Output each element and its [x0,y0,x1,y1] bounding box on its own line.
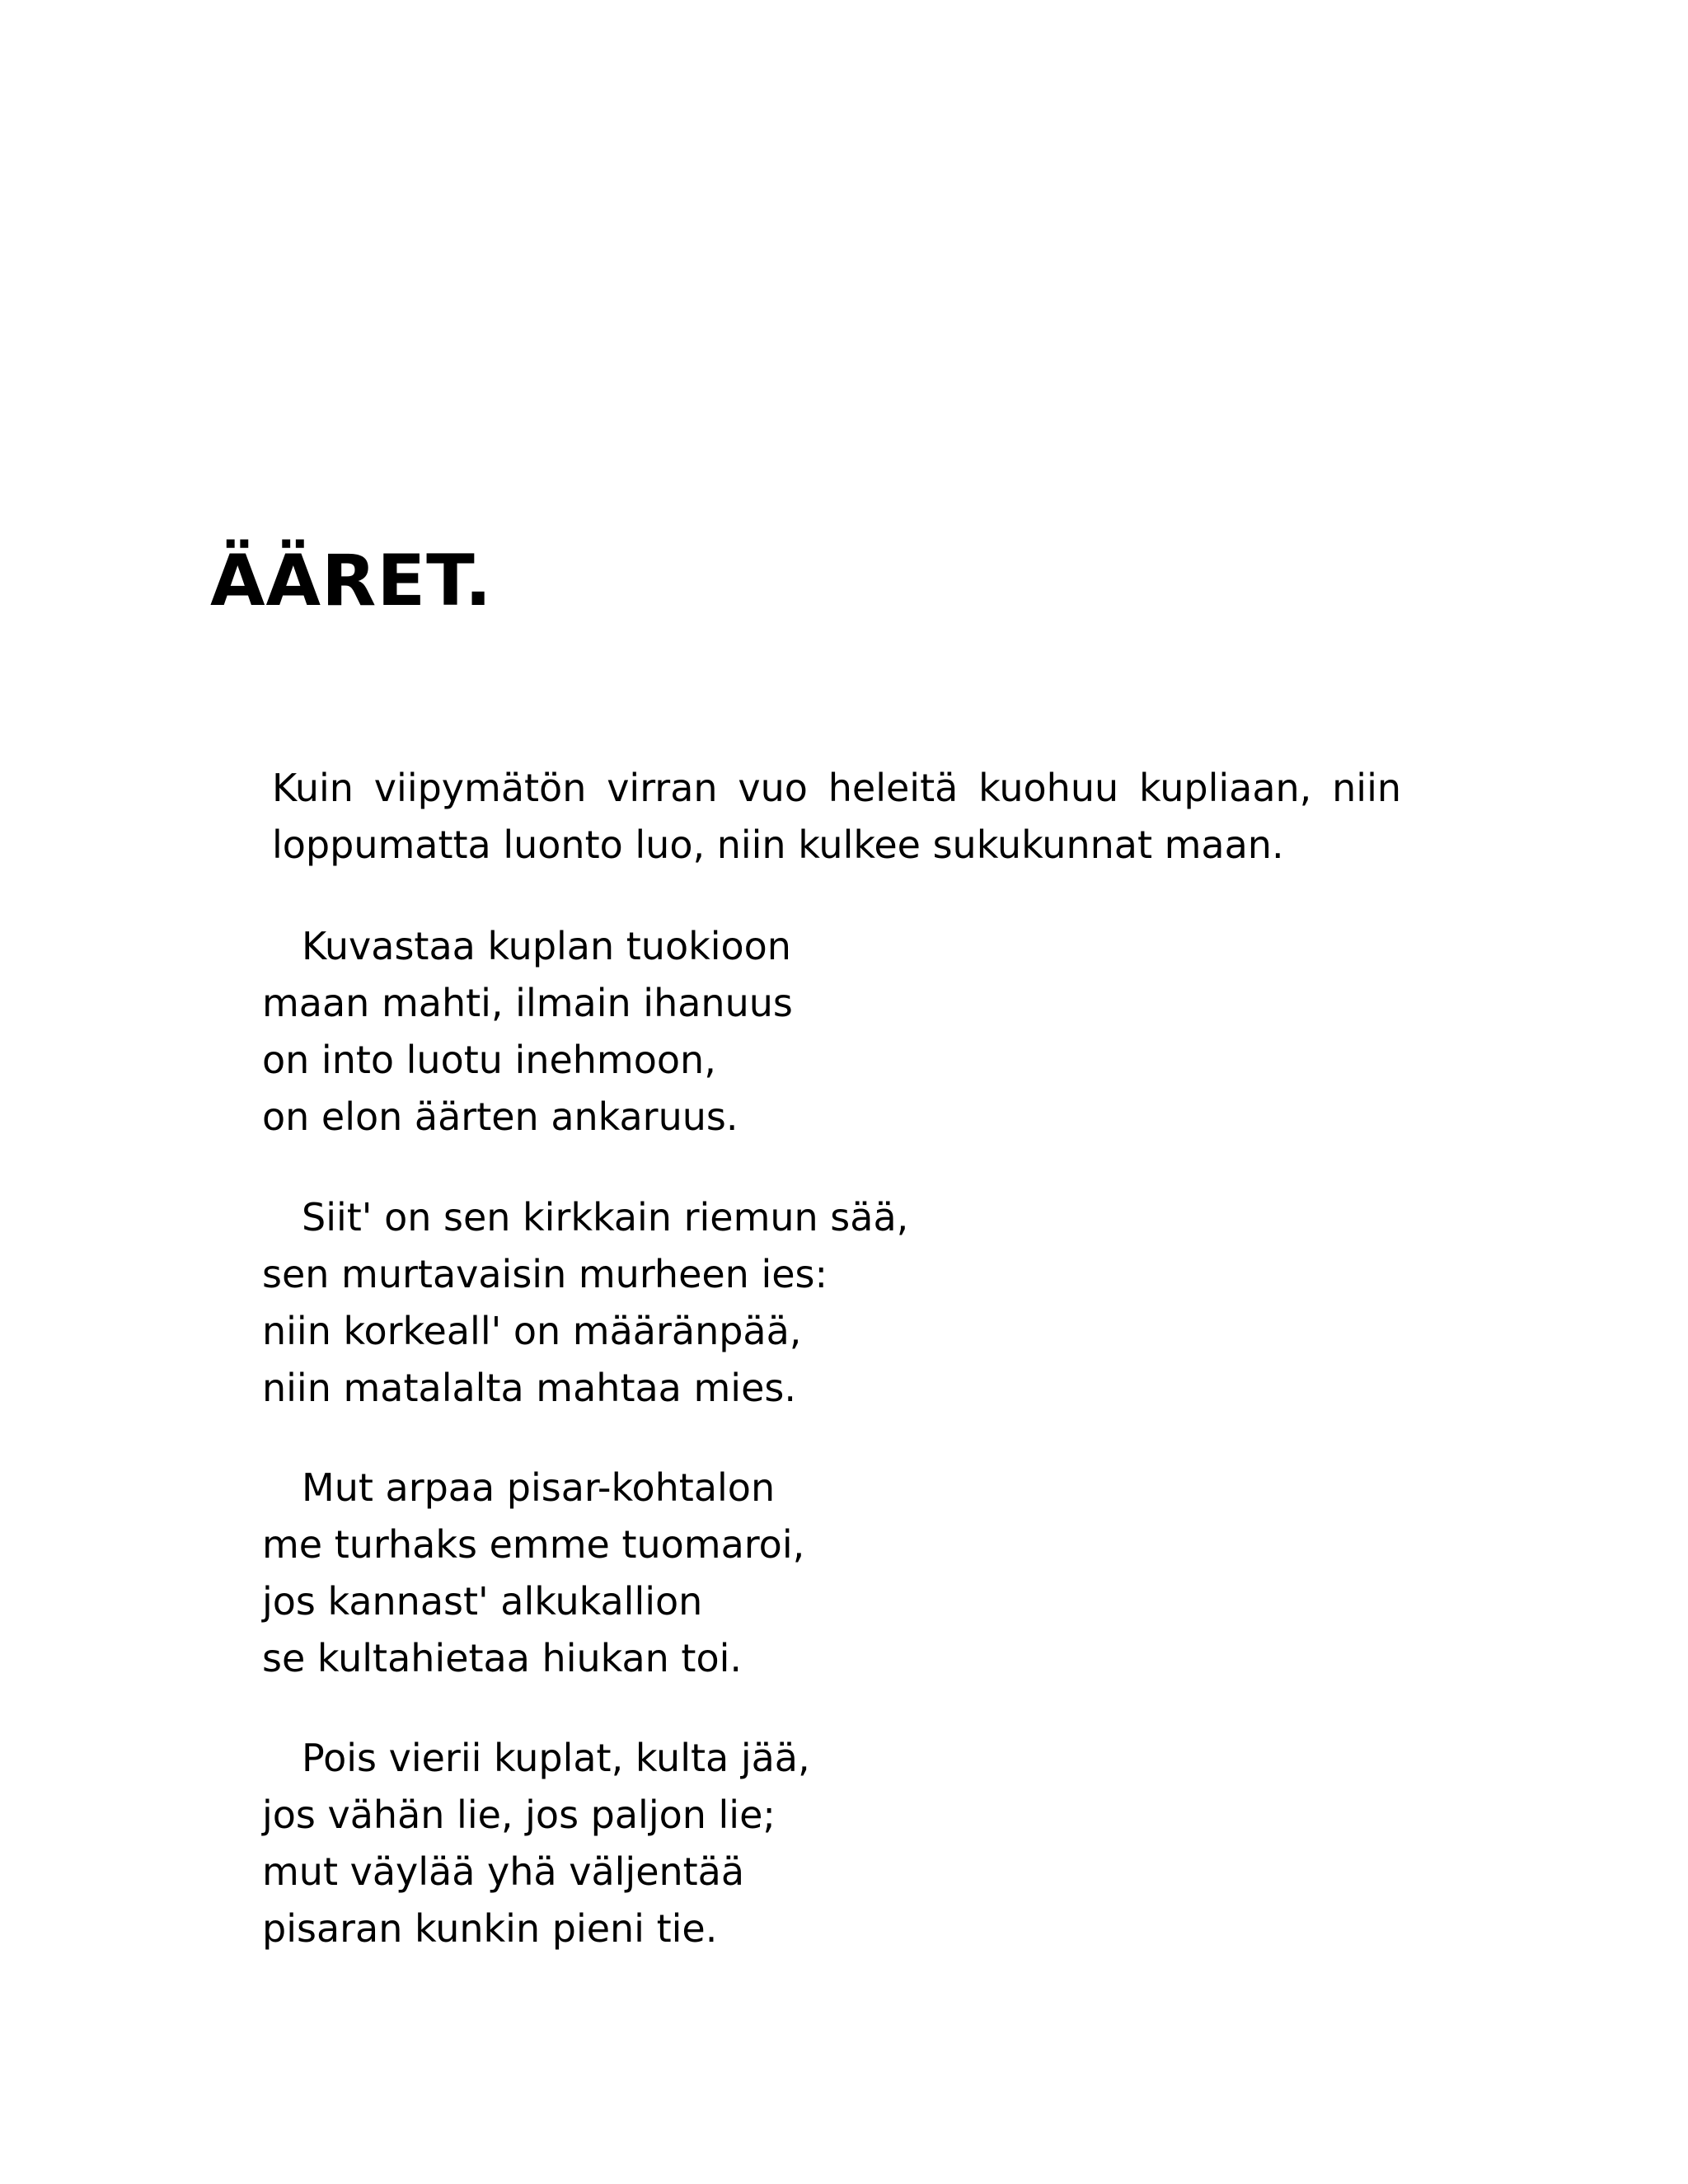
verse-line: pisaran kunkin pieni tie. [262,1906,718,1951]
verse-line: Mut arpaa pisar-kohtalon [302,1465,776,1510]
verse-line: Siit' on sen kirkkain riemun sää, [302,1195,909,1240]
verse-line: me turhaks emme tuomaroi, [262,1522,805,1567]
poem-intro-paragraph: Kuin viipymätön virran vuo heleitä kuohuu kupliaan, niin loppumatta luonto luo, niin kulkee sukukunnat maan. [272,766,1401,867]
stanza [262,918,793,1146]
verse-line: jos vähän lie, jos paljon lie; [262,1793,776,1837]
verse-line: maan mahti, ilmain ihanuus [262,981,793,1025]
stanza [262,1460,804,1687]
verse-line: niin matalalta mahtaa mies. [262,1366,796,1410]
stanza [262,1730,810,1957]
stanza [262,1189,908,1417]
verse-line: jos kannast' alkukallion [262,1579,703,1624]
verse-line: se kultahietaa hiukan toi. [262,1636,743,1680]
verse-line: on into luotu inehmoon, [262,1038,716,1082]
verse-line: Kuvastaa kuplan tuokioon [302,924,791,968]
verse-line: niin korkeall' on määränpää, [262,1309,802,1353]
verse-line: mut väylää yhä väljentää [262,1849,745,1894]
verse-line: sen murtavaisin murheen ies: [262,1252,828,1296]
verse-line: on elon äärten ankaruus. [262,1094,738,1139]
poem-title: ÄÄRET. [210,540,493,622]
verse-line: Pois vierii kuplat, kulta jää, [302,1736,810,1780]
